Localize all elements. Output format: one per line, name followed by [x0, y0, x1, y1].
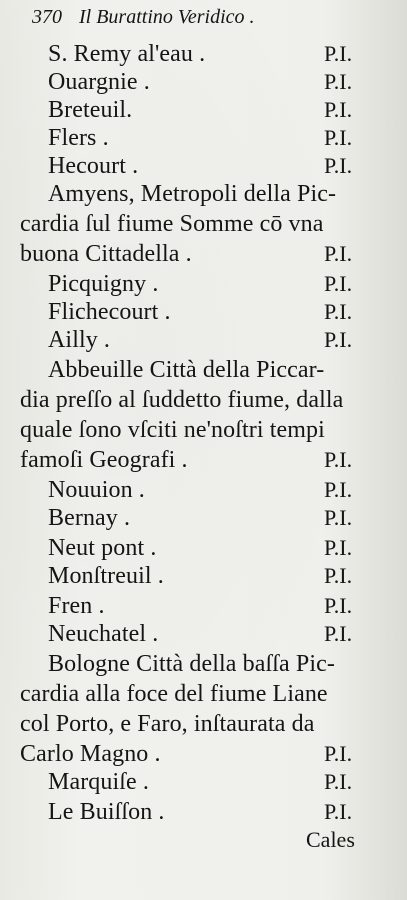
entry-marker: P.I. — [324, 741, 353, 766]
entry-marker: P.I. — [324, 563, 353, 588]
list-item: Hecourt . — [48, 153, 139, 179]
list-item: S. Remy al'eau . — [48, 41, 206, 67]
entry-marker: P.I. — [324, 271, 353, 296]
paragraph-line: buona Cittadella . — [20, 241, 192, 267]
running-header — [32, 6, 255, 29]
paragraph-line: quale ſono vſciti ne'noſtri tempi — [20, 417, 325, 443]
entry-marker: P.I. — [324, 769, 353, 794]
paragraph-line: Abbeuille Città della Piccar- — [48, 357, 325, 383]
entry-marker: P.I. — [324, 621, 353, 646]
entry-marker: P.I. — [324, 327, 353, 352]
entry-marker: P.I. — [324, 593, 353, 618]
entry-marker: P.I. — [324, 799, 353, 824]
list-item: Nouuion . — [48, 477, 145, 503]
paragraph-line: col Porto, e Faro, inſtaurata da — [20, 711, 315, 737]
list-item: Ouargnie . — [48, 69, 150, 95]
list-item: Neut pont . — [48, 535, 157, 561]
entry-marker: P.I. — [324, 97, 353, 122]
list-item: Picquigny . — [48, 271, 159, 297]
paragraph-line: Bologne Città della baſſa Pic- — [48, 651, 335, 677]
entry-marker: P.I. — [324, 477, 353, 502]
list-item: Monſtreuil . — [48, 563, 164, 589]
catchword: Cales — [306, 827, 355, 852]
paragraph-line: Amyens, Metropoli della Pic- — [48, 181, 337, 207]
list-item: Fren . — [48, 593, 105, 619]
list-item: Flers . — [48, 125, 109, 151]
paragraph-line: famoſi Geografi . — [20, 447, 188, 473]
entry-marker: P.I. — [324, 41, 353, 66]
paragraph-line: dia preſſo al ſuddetto fiume, dalla — [20, 387, 344, 413]
list-item: Neuchatel . — [48, 621, 159, 647]
entry-marker: P.I. — [324, 153, 353, 178]
list-item: Breteuil. — [48, 97, 133, 123]
page-number: 370 — [32, 6, 62, 28]
list-item: Ailly . — [48, 327, 111, 353]
entry-marker: P.I. — [324, 241, 353, 266]
list-item: Bernay . — [48, 505, 131, 531]
entry-marker: P.I. — [324, 447, 353, 472]
entry-marker: P.I. — [324, 299, 353, 324]
paragraph-line: cardia ſul fiume Somme cō vna — [20, 211, 324, 237]
list-item: Flichecourt . — [48, 299, 171, 325]
list-item: Marquiſe . — [48, 769, 149, 795]
entry-marker: P.I. — [324, 125, 353, 150]
entry-marker: P.I. — [324, 505, 353, 530]
paragraph-line: cardia alla foce del fiume Liane — [20, 681, 328, 707]
entry-marker: P.I. — [324, 69, 353, 94]
running-title: Il Burattino Veridico . — [79, 6, 255, 28]
list-item: Le Buiſſon . — [48, 799, 165, 825]
paragraph-line: Carlo Magno . — [20, 741, 161, 767]
entry-marker: P.I. — [324, 535, 353, 560]
